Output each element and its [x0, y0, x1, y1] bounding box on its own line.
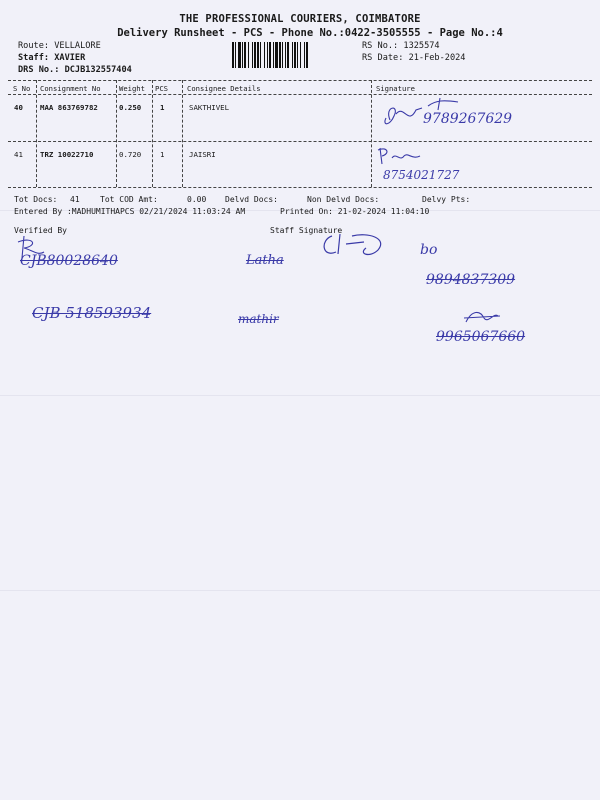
handwritten-latha: Latha [246, 253, 284, 268]
handwritten-mathi: mathir [238, 312, 279, 326]
non-delvd-docs-label: Non Delvd Docs: [307, 195, 380, 204]
signature-row-41 [374, 144, 434, 168]
barcode [232, 42, 358, 68]
runsheet-subtitle: Delivery Runsheet - PCS - Phone No.:0422-3505555 - Page No.:4 [117, 27, 503, 39]
entered-by: Entered By :MADHUMITHAPCS 02/21/2024 11:03:24 AM [14, 207, 246, 216]
verified-by-label: Verified By [14, 226, 67, 235]
staff-signature-mark [318, 228, 400, 264]
handwritten-phone-row-41: 8754021727 [383, 168, 460, 182]
table-row-sno: 40 [14, 103, 23, 112]
tot-cod-label: Tot COD Amt: [100, 195, 158, 204]
table-row-pcs: 1 [160, 103, 165, 112]
staff-signature-label: Staff Signature [270, 226, 343, 235]
col-sno: S No [13, 84, 31, 93]
company-title: THE PROFESSIONAL COURIERS, COIMBATORE [179, 13, 421, 25]
drs-number: DRS No.: DCJB132557404 [18, 65, 132, 75]
rs-date: RS Date: 21-Feb-2024 [362, 53, 466, 63]
scribble-mark [462, 308, 502, 326]
table-top-rule [8, 80, 592, 81]
col-consignee: Consignee Details [187, 84, 261, 93]
delvd-docs-label: Delvd Docs: [225, 195, 278, 204]
handwritten-cjb-2: CJB 518593934 [32, 304, 152, 322]
staff-label: Staff: XAVIER [18, 53, 86, 63]
tot-docs-label: Tot Docs: [14, 195, 58, 204]
table-row-pcs: 1 [160, 150, 165, 159]
table-row-consignee: SAKTHIVEL [189, 103, 230, 112]
table-row-weight: 0.720 [119, 150, 142, 159]
handwritten-phone-1: 9894837309 [426, 272, 516, 288]
tot-cod-value: 0.00 [187, 195, 207, 204]
table-row-rule [8, 141, 592, 142]
delvy-pts-label: Delvy Pts: [422, 195, 471, 204]
table-row-sno: 41 [14, 150, 23, 159]
route-label: Route: VELLALORE [18, 41, 101, 51]
handwritten-phone-row-40: 9789267629 [423, 111, 513, 127]
table-bottom-rule [8, 187, 592, 188]
handwritten-cjb-1: CJB80028640 [20, 253, 118, 269]
table-row-consignee: JAISRI [189, 150, 216, 159]
col-pcs: PCS [155, 84, 168, 93]
printed-on: Printed On: 21-02-2024 11:04:10 [280, 207, 430, 216]
table-row-consignment: TRZ 10022710 [40, 150, 94, 159]
handwritten-phone-2: 9965067660 [436, 329, 526, 345]
table-row-consignment: MAA 863769782 [40, 103, 98, 112]
handwritten-bo: bo [420, 242, 438, 258]
col-consignment: Consignment No [40, 84, 101, 93]
col-weight: Weight [119, 84, 145, 93]
col-signature: Signature [376, 84, 415, 93]
tot-docs-value: 41 [70, 195, 80, 204]
table-header-rule [8, 94, 592, 95]
rs-number: RS No.: 1325574 [362, 41, 440, 51]
table-row-weight: 0.250 [119, 103, 142, 112]
